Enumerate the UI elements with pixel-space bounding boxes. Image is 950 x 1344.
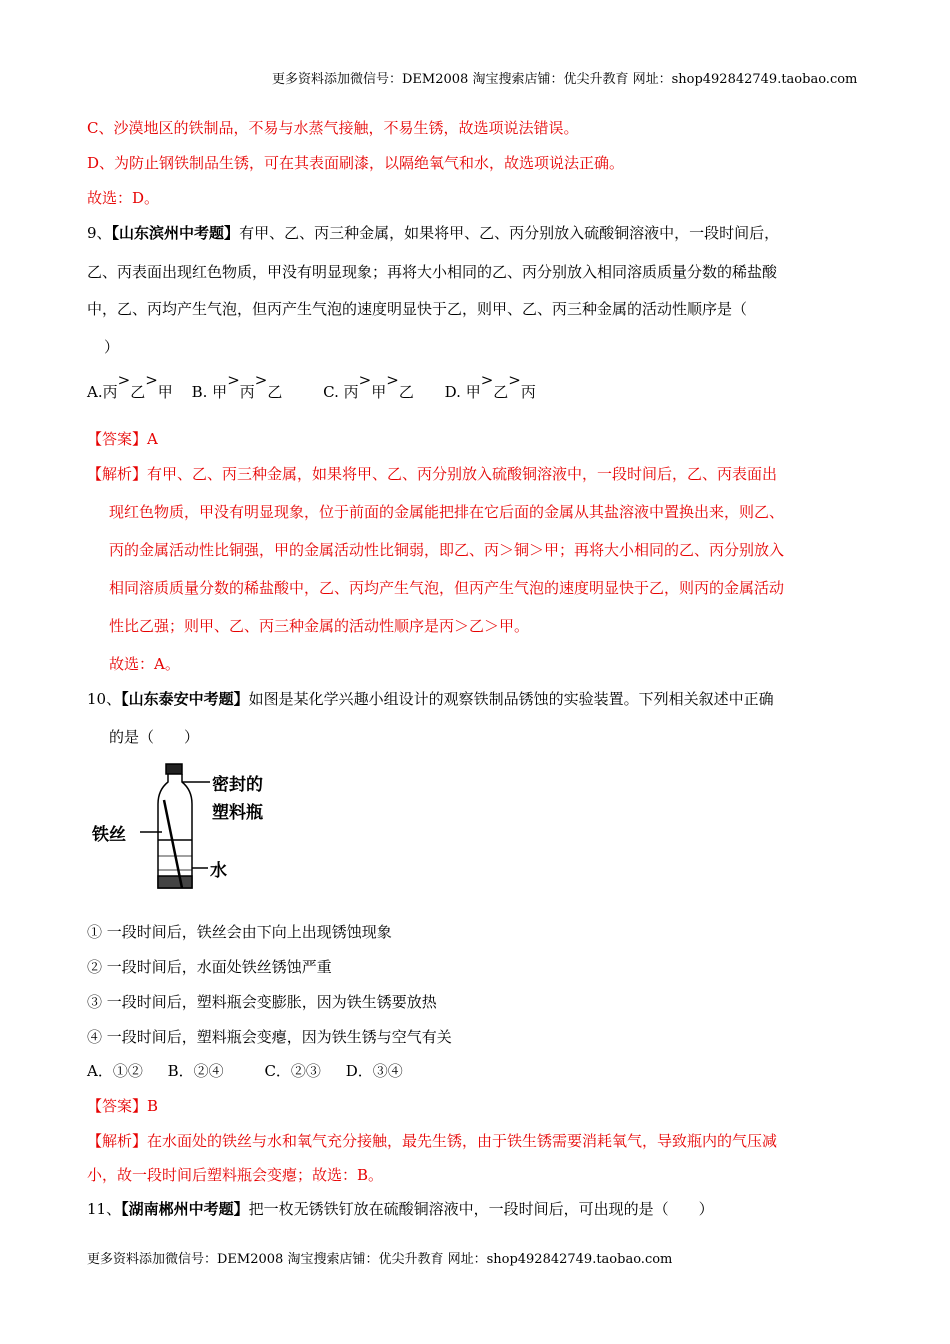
- label-iron-wire: 铁丝: [92, 825, 126, 845]
- question-11-line-1: [87, 1198, 714, 1219]
- label-sealed: 密封的: [212, 775, 263, 795]
- question-10-line-2: 的是（ ）: [109, 728, 200, 746]
- question-number: 10、: [87, 690, 122, 708]
- option-d: D. 甲>乙>丙: [444, 371, 536, 401]
- label-plastic-bottle: 塑料瓶: [212, 803, 263, 823]
- choice-d: D．③④: [345, 1062, 403, 1080]
- question-9-analysis-5: 性比乙强；则甲、乙、丙三种金属的活动性顺序是丙＞乙＞甲。: [109, 617, 530, 635]
- question-9-analysis-3: 丙的金属活动性比铜强，甲的金属活动性比铜弱，即乙、丙＞铜＞甲；再将大小相同的乙、丙分别放入: [109, 541, 785, 559]
- answer-value: A: [147, 430, 158, 448]
- choice-b: B．②④: [167, 1062, 224, 1080]
- question-number: 11、: [87, 1200, 122, 1218]
- question-9-analysis-2: 现红色物质，甲没有明显现象，位于前面的金属能把排在它后面的金属从其盐溶液中置换出来，则乙、: [109, 503, 785, 521]
- question-10-answer: [87, 1095, 158, 1116]
- question-source: 【山东泰安中考题】: [121, 690, 249, 708]
- question-number: 9、: [87, 224, 112, 242]
- question-9-line-4: ）: [104, 338, 120, 356]
- bottle-diagram: [90, 760, 290, 900]
- question-source: 【山东滨州中考题】: [111, 224, 240, 242]
- question-10-line-1: [87, 688, 774, 709]
- choice-a: A．①②: [87, 1062, 143, 1080]
- statement-1: ① 一段时间后，铁丝会由下向上出现锈蚀现象: [87, 923, 392, 941]
- question-text: 如图是某化学兴趣小组设计的观察铁制品锈蚀的实验装置。下列相关叙述中正确: [248, 690, 774, 708]
- question-source: 【湖南郴州中考题】: [121, 1200, 249, 1218]
- question-9-analysis-1: 【解析】有甲、乙、丙三种金属，如果将甲、乙、丙分别放入硫酸铜溶液中，一段时间后，乙、丙表面出: [87, 465, 778, 483]
- option-b: B. 甲>丙>乙: [191, 371, 283, 401]
- question-9-line-2: 乙、丙表面出现红色物质，甲没有明显现象；再将大小相同的乙、丙分别放入相同溶质质量分数的稀盐酸: [87, 263, 778, 281]
- question-text: 有甲、乙、丙三种金属，如果将甲、乙、丙分别放入硫酸铜溶液中，一段时间后，: [239, 224, 780, 242]
- option-c: C. 丙>甲>乙: [323, 371, 414, 401]
- statement-2: ② 一段时间后，水面处铁丝锈蚀严重: [87, 958, 332, 976]
- option-a: A.丙>乙>甲: [87, 371, 173, 401]
- label-water: 水: [210, 861, 227, 881]
- statement-3: ③ 一段时间后，塑料瓶会变膨胀，因为铁生锈要放热: [87, 993, 437, 1011]
- question-9-analysis-4: 相同溶质质量分数的稀盐酸中，乙、丙均产生气泡，但丙产生气泡的速度明显快于乙，则丙的金属活动: [109, 579, 785, 597]
- choice-c: C．②③: [264, 1062, 321, 1080]
- question-9-select: 故选：A。: [109, 655, 180, 673]
- question-10-analysis-2: 小，故一段时间后塑料瓶会变瘪；故选：B。: [87, 1166, 384, 1184]
- page-header: 更多资料添加微信号：DEM2008 淘宝搜索店铺：优尖升教育 网址：shop492842749.taobao.com: [272, 72, 858, 87]
- statement-4: ④ 一段时间后，塑料瓶会变瘪，因为铁生锈与空气有关: [87, 1028, 452, 1046]
- analysis-tag: 【解析】: [87, 1132, 148, 1150]
- answer-value: B: [147, 1097, 159, 1115]
- question-9-line-1: [87, 222, 779, 243]
- option-c-analysis: C、沙漠地区的铁制品，不易与水蒸气接触，不易生锈，故选项说法错误。: [87, 119, 579, 137]
- question-9-answer: [87, 428, 158, 449]
- question-9-options: [87, 371, 536, 402]
- question-text: 把一枚无锈铁钉放在硫酸铜溶液中，一段时间后，可出现的是（ ）: [248, 1200, 714, 1218]
- experiment-figure: [90, 760, 290, 900]
- page-footer: 更多资料添加微信号：DEM2008 淘宝搜索店铺：优尖升教育 网址：shop492842749.taobao.com: [87, 1252, 673, 1267]
- question-10-analysis-1: 【解析】在水面处的铁丝与水和氧气充分接触，最先生锈，由于铁生锈需要消耗氧气，导致瓶内的气压减: [87, 1132, 778, 1150]
- option-d-analysis: D、为防止钢铁制品生锈，可在其表面刷漆，以隔绝氧气和水，故选项说法正确。: [87, 154, 625, 172]
- question-10-choices: [87, 1060, 403, 1081]
- prev-select: 故选：D。: [87, 189, 160, 207]
- analysis-tag: 【解析】: [87, 465, 148, 483]
- answer-tag: 【答案】: [87, 1097, 148, 1115]
- question-9-line-3: 中，乙、丙均产生气泡，但丙产生气泡的速度明显快于乙，则甲、乙、丙三种金属的活动性顺序是（: [87, 300, 748, 318]
- answer-tag: 【答案】: [87, 430, 148, 448]
